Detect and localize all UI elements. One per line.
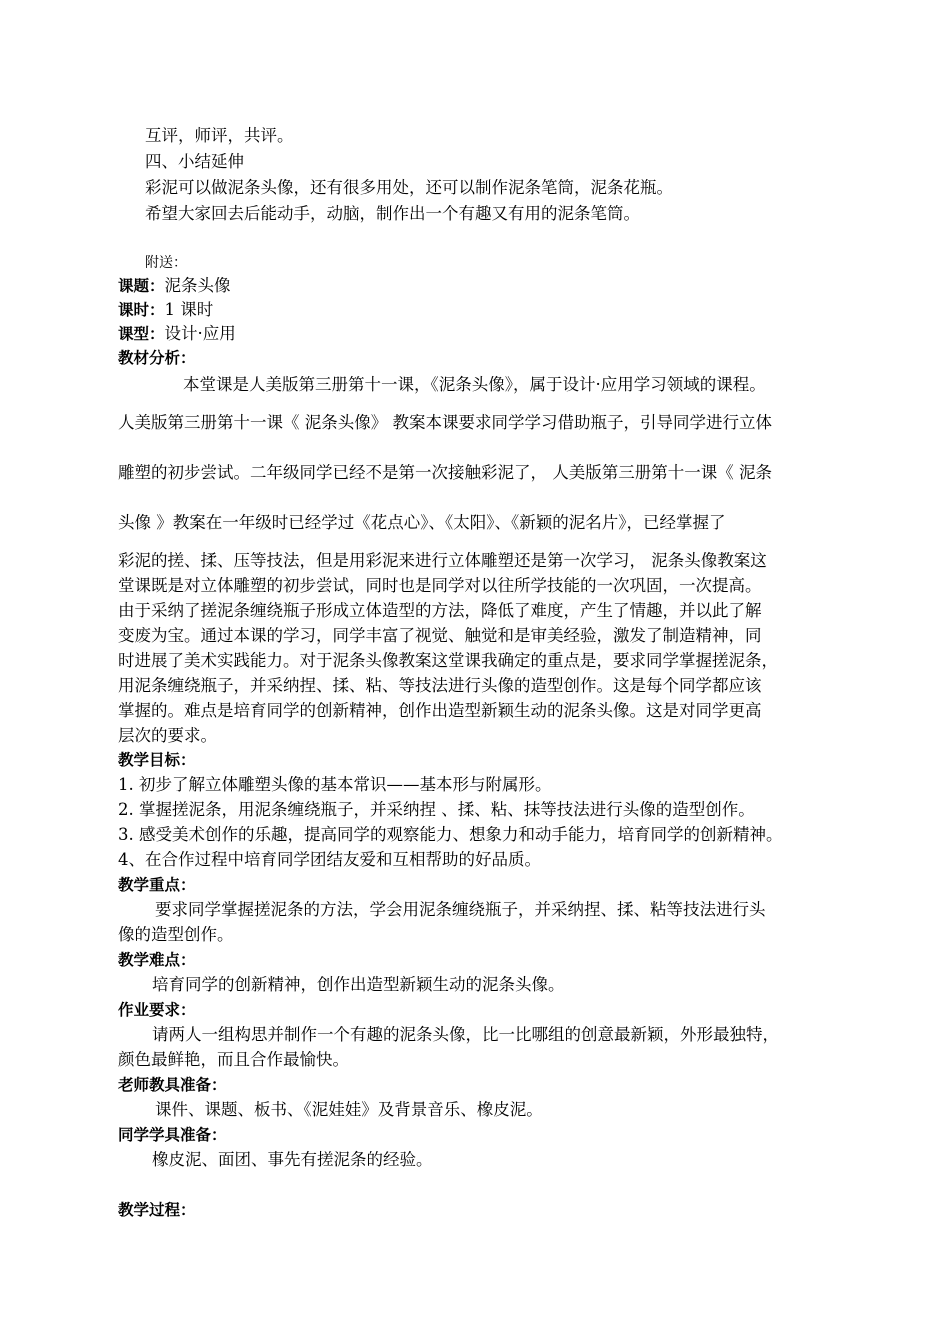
student-prep-heading: 同学学具准备： (118, 1126, 227, 1144)
objectives-heading: 教学目标： (118, 751, 196, 769)
teacher-prep-heading: 老师教具准备： (118, 1076, 227, 1094)
objective-item: 4、在合作过程中培育同学团结友爱和互相帮助的好品质。 (118, 850, 541, 869)
top-line-3: 彩泥可以做泥条头像，还有很多用处，还可以制作泥条笔筒，泥条花瓶。 (145, 178, 673, 197)
type-label: 课型： (118, 325, 165, 343)
homework-heading: 作业要求： (118, 1001, 196, 1019)
difficulty-heading: 教学难点： (118, 951, 196, 969)
keypoints-heading: 教学重点： (118, 876, 196, 894)
process-heading: 教学过程： (118, 1201, 196, 1219)
keypoints-line-1: 要求同学掌握搓泥条的方法，学会用泥条缠绕瓶子，并采纳捏、揉、粘等技法进行头 (155, 900, 766, 919)
hours-value: 1 课时 (164, 300, 214, 319)
teacher-prep-line-1: 课件、课题、板书、《泥娃娃》及背景音乐、橡皮泥。 (155, 1100, 543, 1119)
attachment-label: 附送： (145, 255, 187, 271)
analysis-heading: 教材分析： (118, 349, 196, 367)
objective-item: 1. 初步了解立体雕塑头像的基本常识——基本形与附属形。 (118, 775, 552, 794)
topic-value: 泥条头像 (164, 276, 231, 295)
meta-type (118, 322, 236, 346)
type-value: 设计·应用 (164, 324, 236, 343)
top-line-2: 四、小结延伸 (145, 152, 244, 171)
meta-hours (118, 298, 213, 322)
analysis-line: 时进展了美术实践能力。对于泥条头像教案这堂课我确定的重点是，要求同学掌握搓泥条， (118, 651, 778, 670)
objective-item: 3. 感受美术创作的乐趣，提高同学的观察能力、想象力和动手能力，培育同学的创新精神。 (118, 825, 783, 844)
analysis-line: 本堂课是人美版第三册第十一课，《泥条头像》，属于设计·应用学习领域的课程。 (183, 375, 766, 394)
analysis-line: 掌握的。难点是培育同学的创新精神，创作出造型新颖生动的泥条头像。这是对同学更高 (118, 701, 762, 720)
analysis-line: 变废为宝。通过本课的学习，同学丰富了视觉、触觉和是审美经验，激发了制造精神，同 (118, 626, 762, 645)
analysis-line: 彩泥的搓、揉、压等技法，但是用彩泥来进行立体雕塑还是第一次学习， 泥条头像教案这 (118, 551, 767, 570)
homework-line-1: 请两人一组构思并制作一个有趣的泥条头像，比一比哪组的创意最新颖，外形最独特， (152, 1025, 779, 1044)
analysis-line: 头像 》教案在一年级时已经学过《花点心》、《太阳》、《新颖的泥名片》，已经掌握了 (118, 513, 726, 532)
objective-item: 2. 掌握搓泥条，用泥条缠绕瓶子，并采纳捏 、揉、粘、抹等技法进行头像的造型创作。 (118, 800, 755, 819)
meta-topic (118, 274, 231, 298)
homework-line-2: 颜色最鲜艳，而且合作最愉快。 (118, 1050, 349, 1069)
top-line-1: 互评，师评，共评。 (145, 126, 294, 145)
topic-label: 课题： (118, 277, 165, 295)
analysis-line: 由于采纳了搓泥条缠绕瓶子形成立体造型的方法，降低了难度，产生了情趣，并以此了解 (118, 601, 762, 620)
analysis-line: 人美版第三册第十一课《 泥条头像》 教案本课要求同学学习借助瓶子，引导同学进行立体 (118, 413, 772, 432)
analysis-line: 层次的要求。 (118, 726, 217, 745)
top-line-4: 希望大家回去后能动手，动脑，制作出一个有趣又有用的泥条笔筒。 (145, 204, 640, 223)
student-prep-line-1: 橡皮泥、面团、事先有搓泥条的经验。 (152, 1150, 433, 1169)
hours-label: 课时： (118, 301, 165, 319)
analysis-line: 用泥条缠绕瓶子，并采纳捏、揉、粘、等技法进行头像的造型创作。这是每个同学都应该 (118, 676, 762, 695)
keypoints-line-2: 像的造型创作。 (118, 925, 234, 944)
difficulty-line-1: 培育同学的创新精神，创作出造型新颖生动的泥条头像。 (152, 975, 565, 994)
analysis-line: 堂课既是对立体雕塑的初步尝试，同时也是同学对以往所学技能的一次巩固，一次提高。 (118, 576, 762, 595)
analysis-line: 雕塑的初步尝试。二年级同学已经不是第一次接触彩泥了， 人美版第三册第十一课《 泥条 (118, 463, 772, 482)
